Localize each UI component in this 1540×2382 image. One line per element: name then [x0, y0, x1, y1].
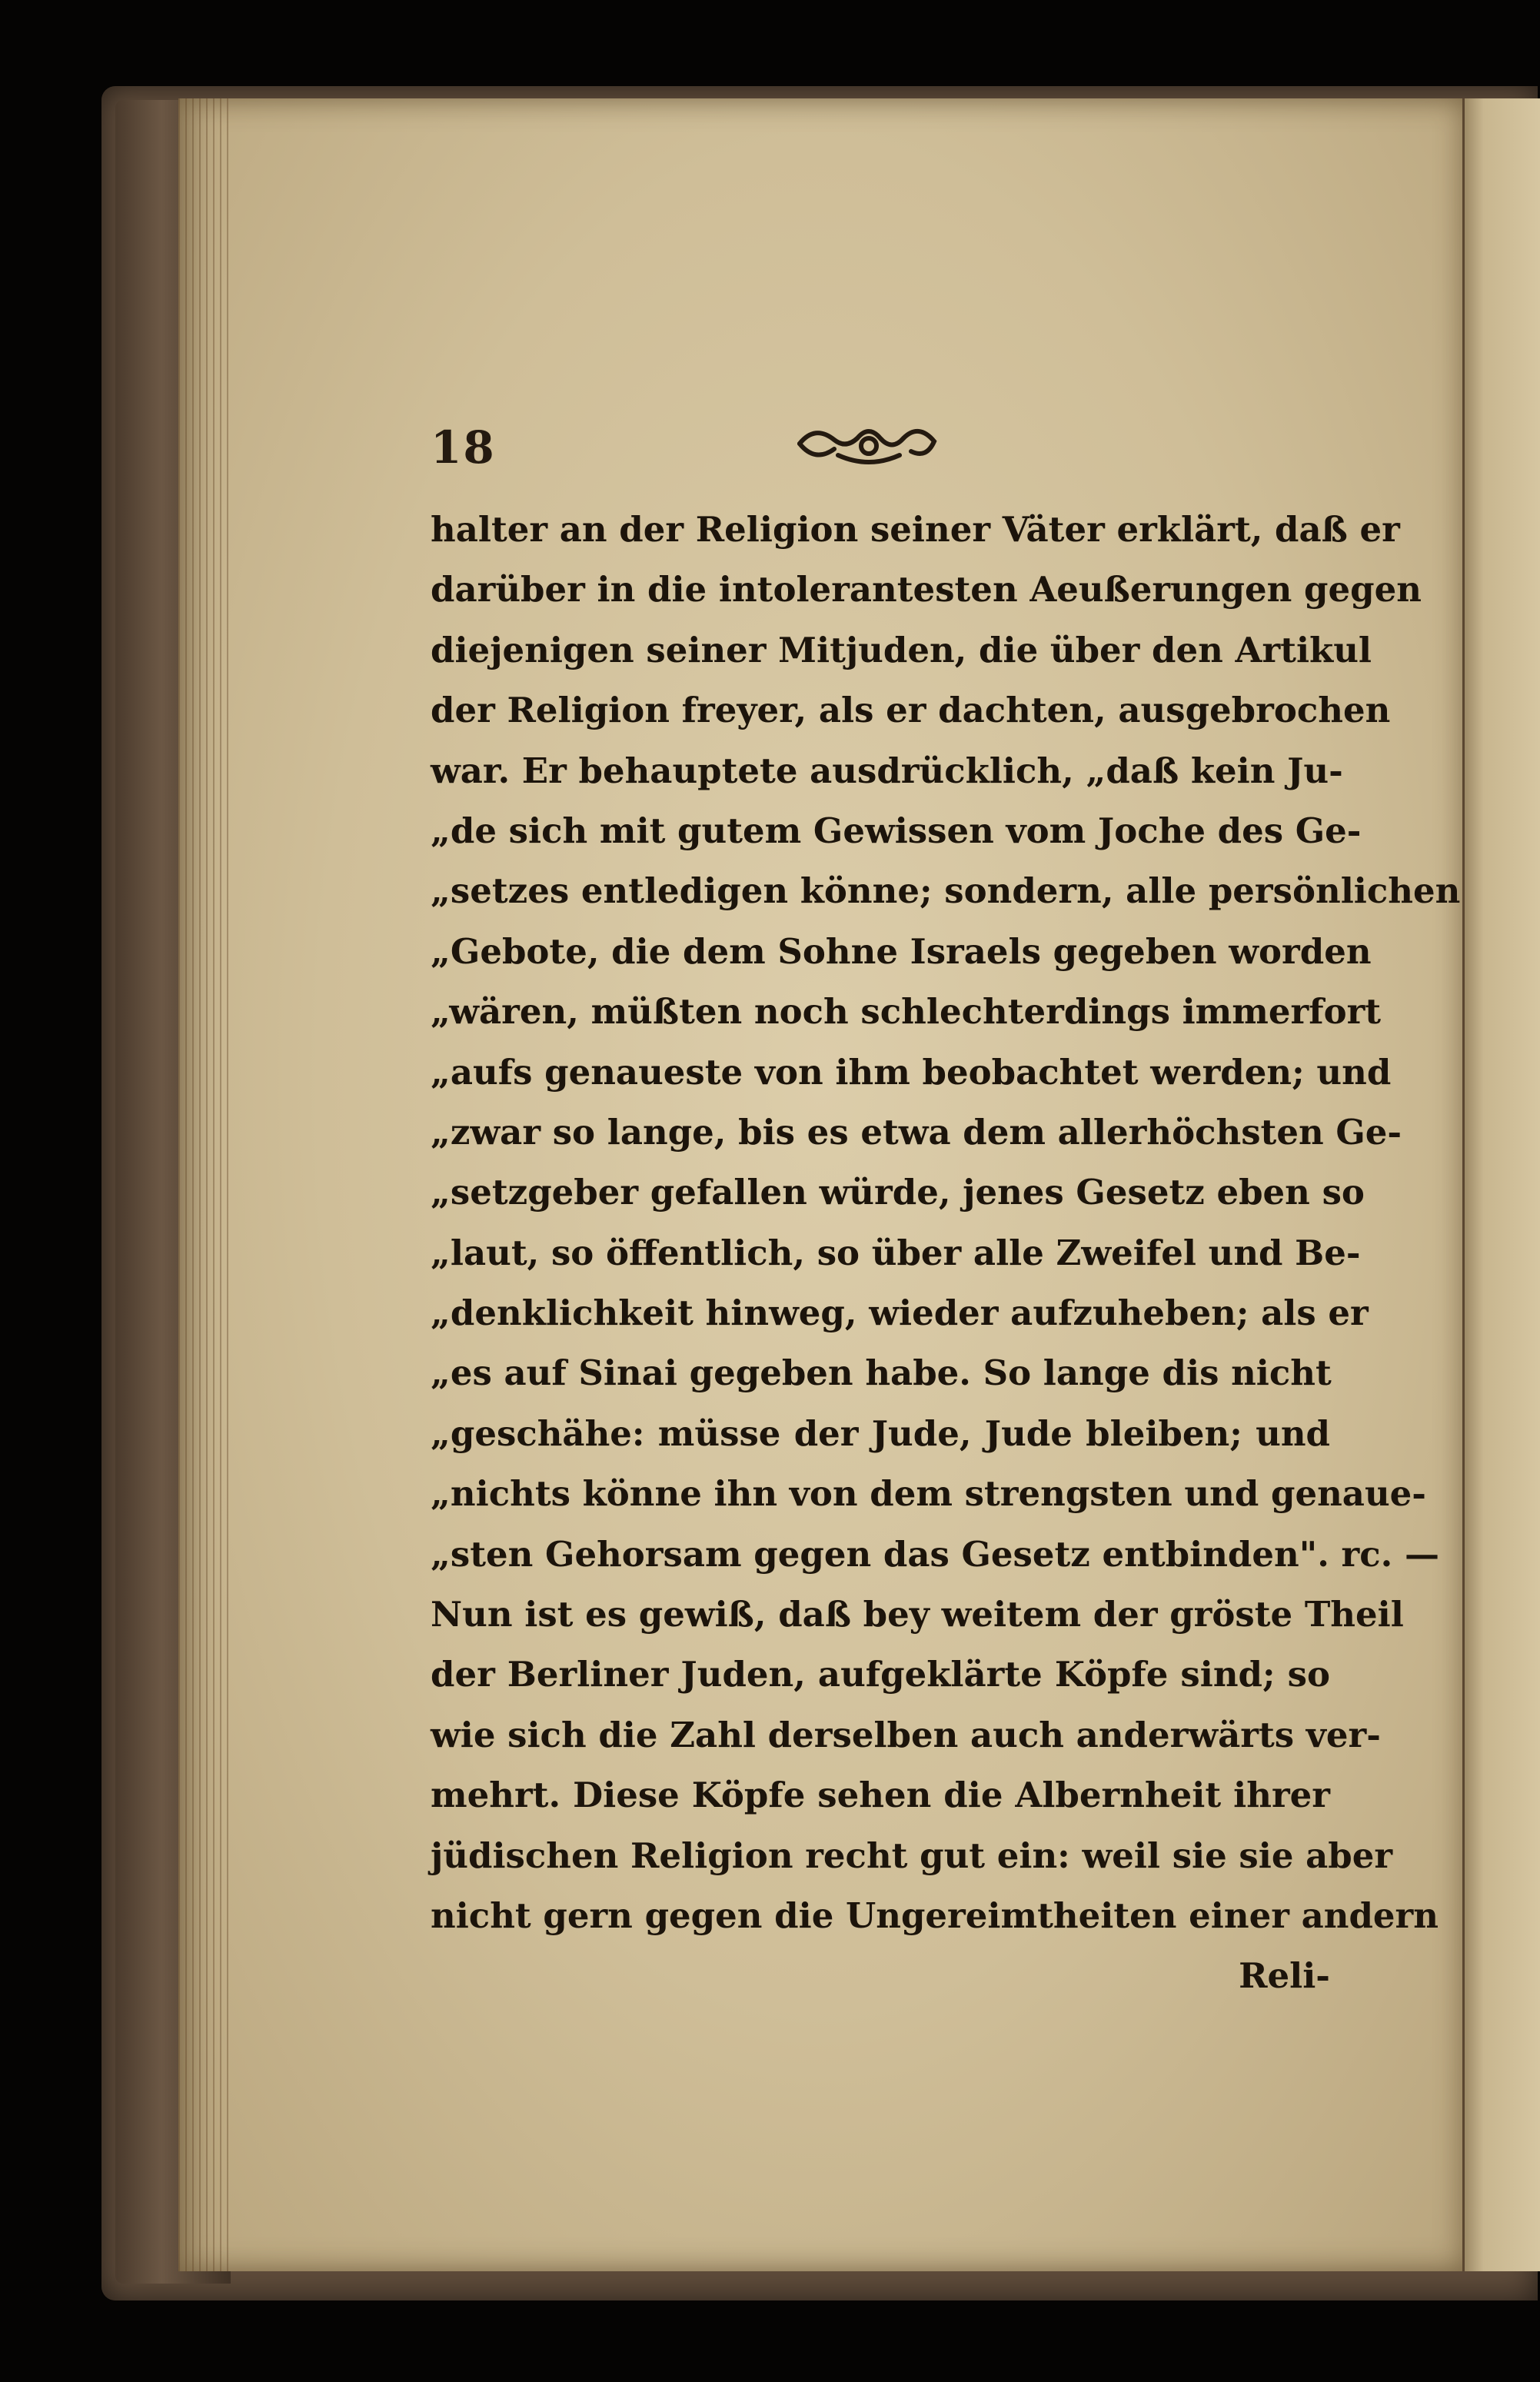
text-line: „setzgeber gefallen würde, jenes Gesetz eben so — [431, 1172, 1365, 1213]
page-gutter-stack — [178, 98, 232, 2271]
text-line: „Gebote, die dem Sohne Israels gegeben worden — [431, 930, 1372, 972]
text-line: „aufs genaueste von ihm beobachtet werden; und — [431, 1051, 1392, 1093]
body-text — [431, 500, 1461, 2007]
text-line: „zwar so lange, bis es etwa dem allerhöchsten Ge- — [431, 1111, 1402, 1153]
text-line: halter an der Religion seiner Väter erklärt, daß er — [431, 509, 1400, 550]
text-line: jüdischen Religion recht gut ein: weil sie sie aber — [431, 1835, 1393, 1876]
text-line: „geschähe: müsse der Jude, Jude bleiben; und — [431, 1412, 1330, 1454]
text-line: mehrt. Diese Köpfe sehen die Albernheit ihrer — [431, 1775, 1330, 1816]
text-line: „wären, müßten noch schlechterdings immerfort — [431, 991, 1382, 1033]
text-line: wie sich die Zahl derselben auch anderwärts ver- — [431, 1714, 1381, 1755]
printer-ornament-icon — [792, 417, 946, 471]
page-number: 18 — [431, 421, 496, 474]
text-line: der Religion freyer, als er dachten, ausgebrochen — [431, 690, 1391, 731]
text-line: Nun ist es gewiß, daß bey weitem der gröste Theil — [431, 1594, 1404, 1635]
text-line: „de sich mit gutem Gewissen vom Joche des Ge- — [431, 810, 1362, 851]
text-line: nicht gern gegen die Ungereimtheiten einer andern — [431, 1895, 1439, 1936]
text-line: „nichts könne ihn von dem strengsten und genaue- — [431, 1473, 1426, 1515]
text-line: diejenigen seiner Mitjuden, die über den Artikul — [431, 629, 1372, 670]
text-line: „es auf Sinai gegeben habe. So lange dis nicht — [431, 1352, 1332, 1394]
text-line: „setzes entledigen könne; sondern, alle persönlichen — [431, 870, 1461, 912]
text-line: „denklichkeit hinweg, wieder aufzuheben; als er — [431, 1292, 1369, 1334]
catchword: Reli- — [1239, 1955, 1330, 1997]
text-line: war. Er behauptete ausdrücklich, „daß kein Ju- — [431, 750, 1343, 791]
text-line: „laut, so öffentlich, so über alle Zweifel und Be- — [431, 1232, 1361, 1273]
text-line: der Berliner Juden, aufgeklärte Köpfe sind; so — [431, 1654, 1330, 1695]
text-line: „sten Gehorsam gegen das Gesetz entbinden". rc. — — [431, 1533, 1439, 1575]
facing-page-edge — [1462, 98, 1540, 2271]
text-line: darüber in die intolerantesten Aeußerungen gegen — [431, 569, 1422, 610]
